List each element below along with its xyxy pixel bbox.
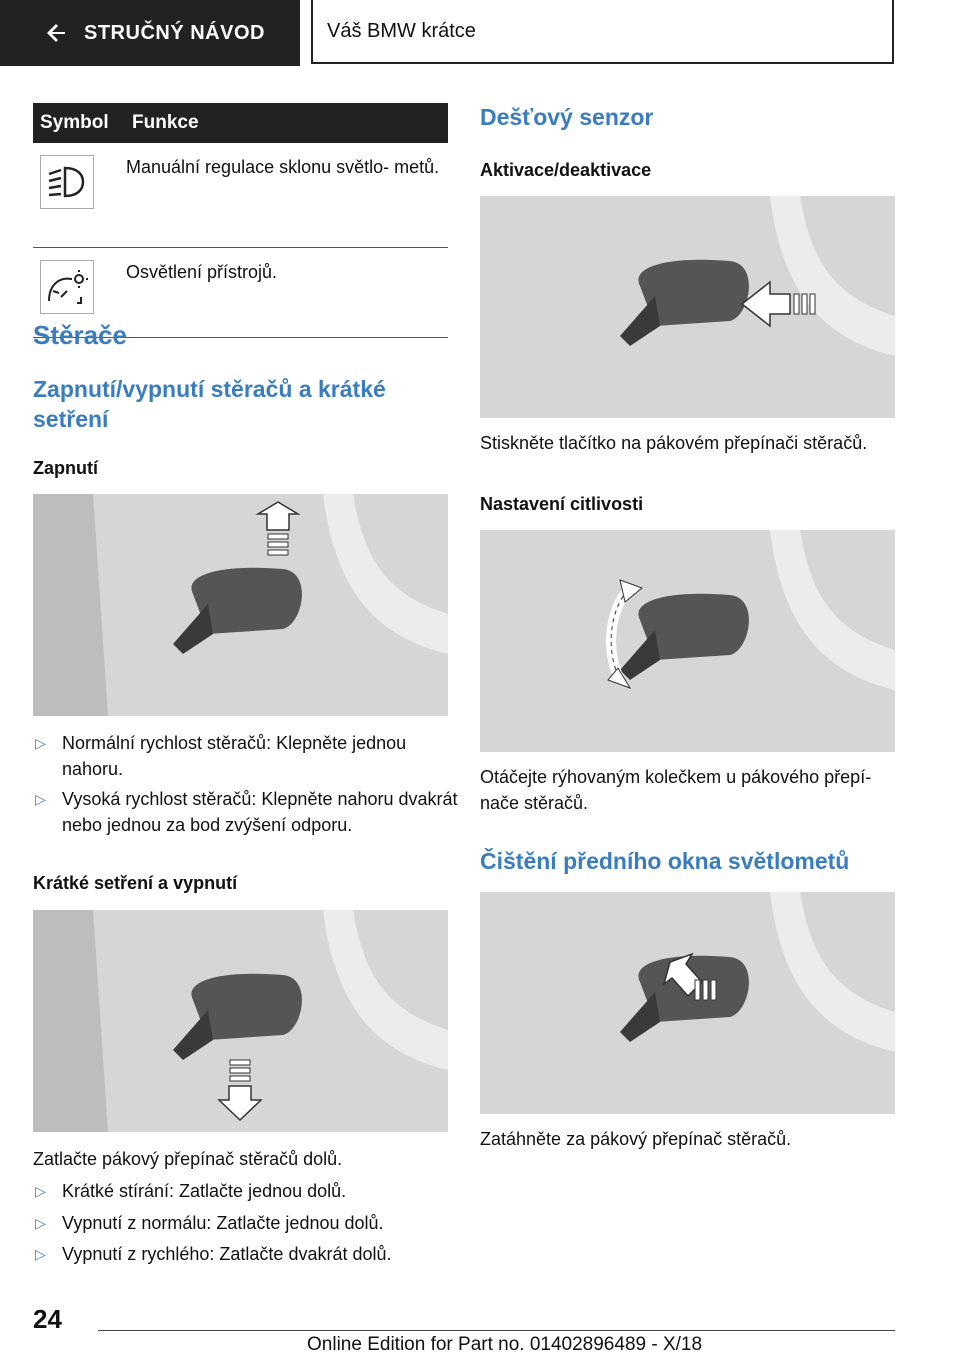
wiper-down-photo [33, 910, 448, 1132]
page-number: 24 [33, 1304, 62, 1334]
col-function: Funkce [125, 103, 448, 143]
paragraph-title: Aktivace/deaktivace [480, 160, 652, 180]
subsection-heading: Zapnutí/vypnutí stěračů a krátké setření [33, 376, 386, 432]
section-title: STRUČNÝ NÁVOD [84, 21, 265, 44]
instruction-text: Zatáhněte za pákový přepínač stěračů. [480, 1129, 792, 1149]
list-item: ▷ Krátké stírání: Zatlačte jednou dolů. [35, 1181, 347, 1201]
col-symbol: Symbol [33, 103, 125, 143]
list-item: ▷ Normální rychlost stěračů: Klepněte jednou nahoru. [35, 733, 407, 779]
instruction-text: Stiskněte tlačítko na pákovém přepínači stěračů. [480, 433, 868, 453]
headlight-washer-photo [480, 892, 895, 1114]
symbol-table [33, 103, 448, 338]
table-cell: Manuální regulace sklonu světlo- metů. [125, 143, 448, 247]
section-heading: Dešťový senzor [480, 104, 654, 130]
headlight-range-icon [40, 155, 94, 209]
instruction-text: Otáčejte rýhovaným kolečkem u pákového přepínače stěračů. [480, 767, 872, 813]
list-item: ▷ Vypnutí z rychlého: Zatlačte dvakrát dolů. [35, 1244, 392, 1264]
list-item: ▷ Vypnutí z normálu: Zatlačte jednou dolů. [35, 1213, 384, 1233]
section-tab [0, 0, 300, 66]
table-cell: Osvětlení přístrojů. [125, 247, 448, 337]
chapter-tab [311, 0, 894, 64]
footer-edition: Online Edition for Part no. 01402896489 - X/18 [307, 1334, 703, 1355]
paragraph-title: Krátké setření a vypnutí [33, 873, 238, 893]
wiper-up-photo [33, 494, 448, 716]
instrument-lighting-icon [40, 260, 94, 314]
quick-guide-icon [44, 21, 68, 45]
sensitivity-photo [480, 530, 895, 752]
instruction-text: Zatlačte pákový přepínač stěračů dolů. [33, 1149, 343, 1169]
chapter-title: Váš BMW krátce [327, 19, 476, 42]
table-row [33, 143, 448, 247]
paragraph-title: Nastavení citlivosti [480, 494, 644, 514]
section-heading: Čištění předního okna světlometů [480, 848, 850, 874]
section-heading: Stěrače [33, 320, 127, 350]
footer-divider [98, 1330, 895, 1331]
rain-sensor-photo [480, 196, 895, 418]
list-item: ▷ Vysoká rychlost stěračů: Klepněte nahoru dvakrát nebo jednou za bod zvýšení odporu. [35, 789, 458, 835]
paragraph-title: Zapnutí [33, 458, 98, 478]
